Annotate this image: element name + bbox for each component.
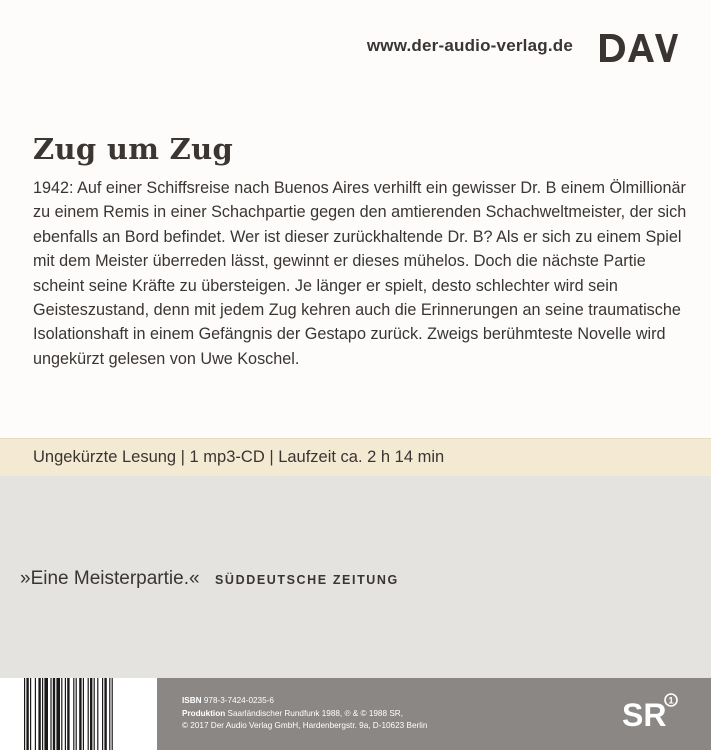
- info-band: [0, 438, 711, 476]
- bottom-section: [0, 678, 711, 750]
- product-details: Ungekürzte Lesung | 1 mp3-CD | Laufzeit ca. 2 h 14 min: [33, 448, 445, 466]
- review-quote: »Eine Meisterpartie.«: [20, 568, 200, 589]
- production-value: Saarländischer Rundfunk 1988, ℗ & © 1988 SR,: [227, 708, 403, 718]
- isbn-value: 978-3-7424-0235-6: [203, 696, 274, 705]
- review-panel: [0, 476, 711, 678]
- isbn-label: ISBN: [182, 696, 202, 705]
- credits-panel: [157, 678, 711, 750]
- isbn-line: [182, 695, 427, 708]
- book-title: Zug um Zug: [33, 132, 234, 166]
- dav-logo-icon: [600, 34, 678, 62]
- credits-text: [182, 695, 427, 733]
- book-description: 1942: Auf einer Schiffsreise nach Buenos Aires verhilft ein gewisser Dr. B einem Ölmillionär zu einem Remis in einer Schachpartie gegen den amtierenden Schachweltmeister, der sich ebenfalls an Bord befindet. Wer ist dieser zurückhaltende Dr. B? Als er sich zu einem Spiel mit dem Meister überreden lässt, gewinnt er dieses mühelos. Doch die nächste Partie scheint seine Kräfte zu übersteigen. Je länger er spielt, desto schlechter wird sein Geisteszustand, denn mit jedem Zug kehren auch die Erinnerungen an seine traumatische Isolationshaft in einem Gefängnis der Gestapo zurück. Zweigs berühmteste Novelle wird ungekürzt gelesen von Uwe Koschel.: [33, 179, 687, 368]
- sr-logo-text: SR: [622, 697, 667, 733]
- production-label: Produktion: [182, 708, 226, 718]
- svg-text:1: 1: [668, 695, 674, 706]
- sr-logo-icon: [620, 692, 680, 736]
- publisher-url[interactable]: www.der-audio-verlag.de: [366, 36, 573, 55]
- review-source: SÜDDEUTSCHE ZEITUNG: [215, 573, 399, 587]
- copyright-line: © 2017 Der Audio Verlag GmbH, Hardenbergstr. 9a, D-10623 Berlin: [182, 721, 428, 731]
- production-line: [182, 708, 427, 721]
- barcode-icon: [24, 678, 148, 750]
